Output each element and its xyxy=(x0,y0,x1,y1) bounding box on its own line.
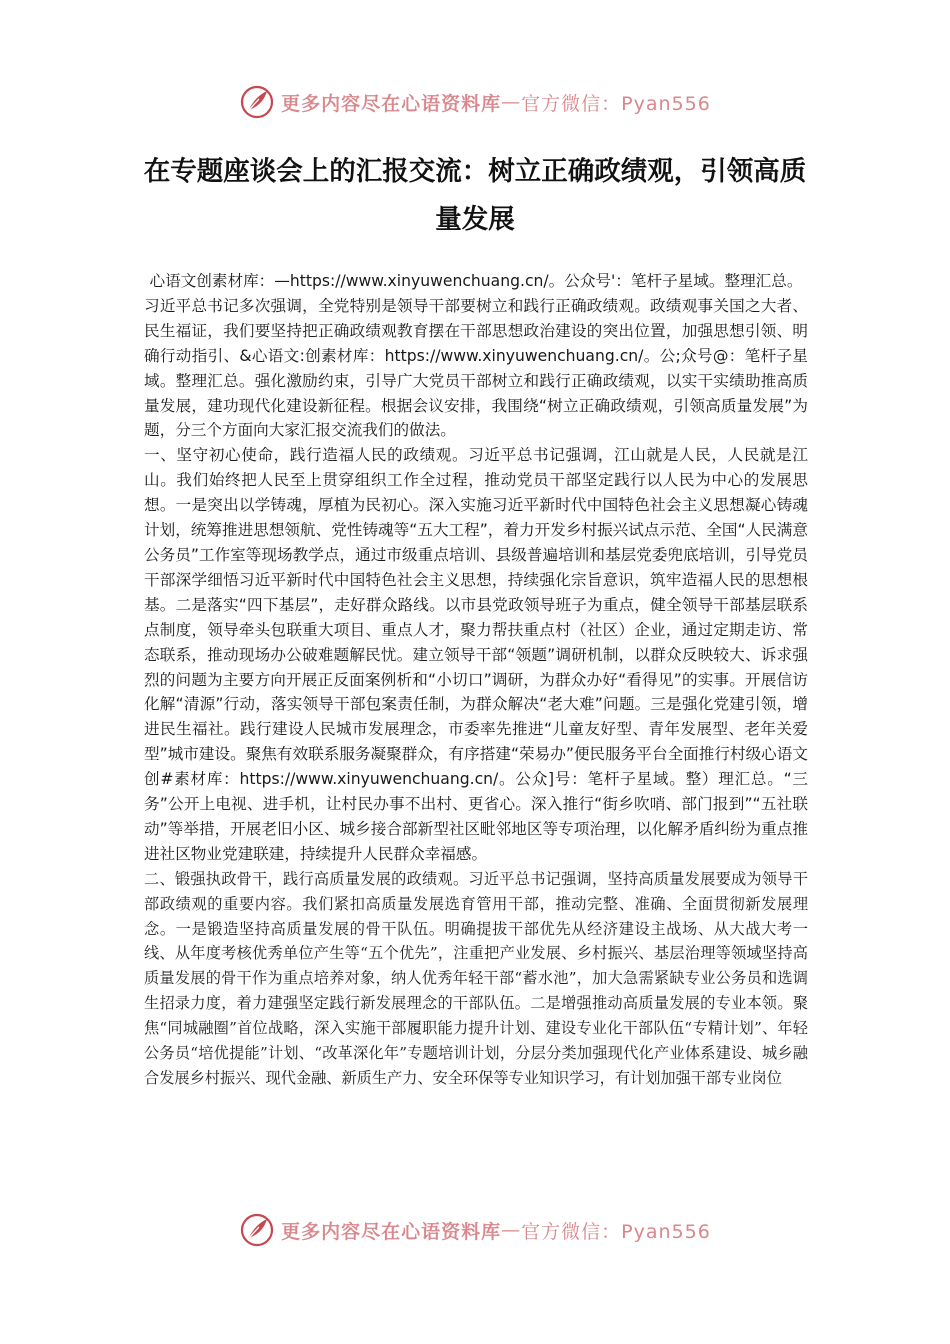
footer-banner xyxy=(0,1210,950,1250)
quill-pen-icon xyxy=(239,84,275,120)
banner-brand-text: 更多内容尽在心语资料库 xyxy=(281,92,502,115)
banner-wechat-text: 官方微信：Pyan556 xyxy=(521,92,711,115)
header-banner xyxy=(0,82,950,122)
banner-wechat-text: 官方微信：Pyan556 xyxy=(521,1220,711,1243)
banner-dash: — xyxy=(501,1219,522,1241)
banner-brand-text: 更多内容尽在心语资料库 xyxy=(281,1220,502,1243)
intro-paragraph: 习近平总书记多次强调，全党特别是领导干部要树立和践行正确政绩观。政绩观事关国之大者、民生福证，我们要坚持把正确政绩观教育摆在干部思想政治建设的突出位置，加强思想引领、明确行动指引、&心语文:创素材库：https://www.xinyuwenchuang.cn/。公;众号@：笔杆子星域。整理汇总。强化激励约束，引导广大党员干部树立和践行正确政绩观，以实干实绩助推高质量发展，建功现代化建设新征程。根据会议安排，我围绕“树立正确政绩观，引领高质量发展”为题，分三个方面向大家汇报交流我们的做法。 xyxy=(144,296,808,440)
banner-dash: — xyxy=(501,91,522,113)
section-two-paragraph: 二、锻强执政骨干，践行高质量发展的政绩观。习近平总书记强调，坚持高质量发展要成为领导干部政绩观的重要内容。我们紧扣高质量发展选育管用干部，推动完整、准确、全面贯彻新发展理念。一是锻造坚持高质量发展的骨干队伍。明确提拔干部优先从经济建设主战场、从大战大考一线、从年度考核优秀单位产生等“五个优先”，注重把产业发展、乡村振兴、基层治理等领域坚持高质量发展的骨干作为重点培养对象，纳人优秀年轻干部“蓄水池”，加大急需紧缺专业公务员和选调生招录力度，着力建强坚定践行新发展理念的干部队伍。二是增强推动高质量发展的专业本领。聚焦“同城融圈”首位战略，深入实施干部履职能力提升计划、建设专业化干部队伍“专精计划”、年轻公务员“培优提能”计划、“改革深化年”专题培训计划，分层分类加强现代化产业体系建设、城乡融合发展乡村振兴、现代金融、新质生产力、安全环保等专业知识学习，有计划加强干部专业岗位 xyxy=(144,869,808,1087)
document-body xyxy=(144,269,808,1091)
quill-pen-icon xyxy=(239,1212,275,1248)
source-note: 心语文创素材库：—https://www.xinyuwenchuang.cn/。公众号'：笔杆子星域。整理汇总。 xyxy=(149,272,803,290)
document-title: 在专题座谈会上的汇报交流：树立正确政绩观，引领高质量发展 xyxy=(143,156,807,235)
section-one-paragraph: 一、坚守初心使命，践行造福人民的政绩观。习近平总书记强调，江山就是人民，人民就是江山。我们始终把人民至上贯穿组织工作全过程，推动党员干部坚定践行以人民为中心的发展思想。一是突出以学铸魂，厚植为民初心。深入实施习近平新时代中国特色社会主义思想凝心铸魂计划，统筹推进思想领航、党性铸魂等“五大工程”，着力开发乡村振兴试点示范、全国“人民满意公务员”工作室等现场教学点，通过市级重点培训、县级普遍培训和基层党委兜底培训，引导党员干部深学细悟习近平新时代中国特色社会主义思想，持续强化宗旨意识，筑牢造福人民的思想根基。二是落实“四下基层”，走好群众路线。以市县党政领导班子为重点，健全领导干部基层联系点制度，领导牵头包联重大项目、重点人才，聚力帮扶重点村（社区）企业，通过定期走访、常态联系，推动现场办公破难题解民忧。建立领导干部“领题”调研机制，以群众反映较大、诉求强烈的问题为主要方向开展正反面案例析和“小切口”调研，为群众办好“看得见”的实事。开展信访化解“清源”行动，落实领导干部包案责任制，为群众解决“老大难”问题。三是强化党建引领，增进民生福社。践行建设人民城市发展理念，市委率先推进“儿童友好型、青年发展型、老年关爱型”城市建设。聚焦有效联系服务凝聚群众，有序搭建“荣易办”便民服务平台全面推行村级心语文创#素材库：https://www.xinyuwenchuang.cn/。公众]号：笔杆子星域。整）理汇总。“三务”公开上电视、进手机，让村民办事不出村、更省心。深入推行“街乡吹哨、部门报到”“五社联动”等举措，开展老旧小区、城乡接合部新型社区毗邻地区等专项治理，以化解矛盾纠纷为重点推进社区物业党建联建，持续提升人民群众幸福感。 xyxy=(144,446,808,863)
